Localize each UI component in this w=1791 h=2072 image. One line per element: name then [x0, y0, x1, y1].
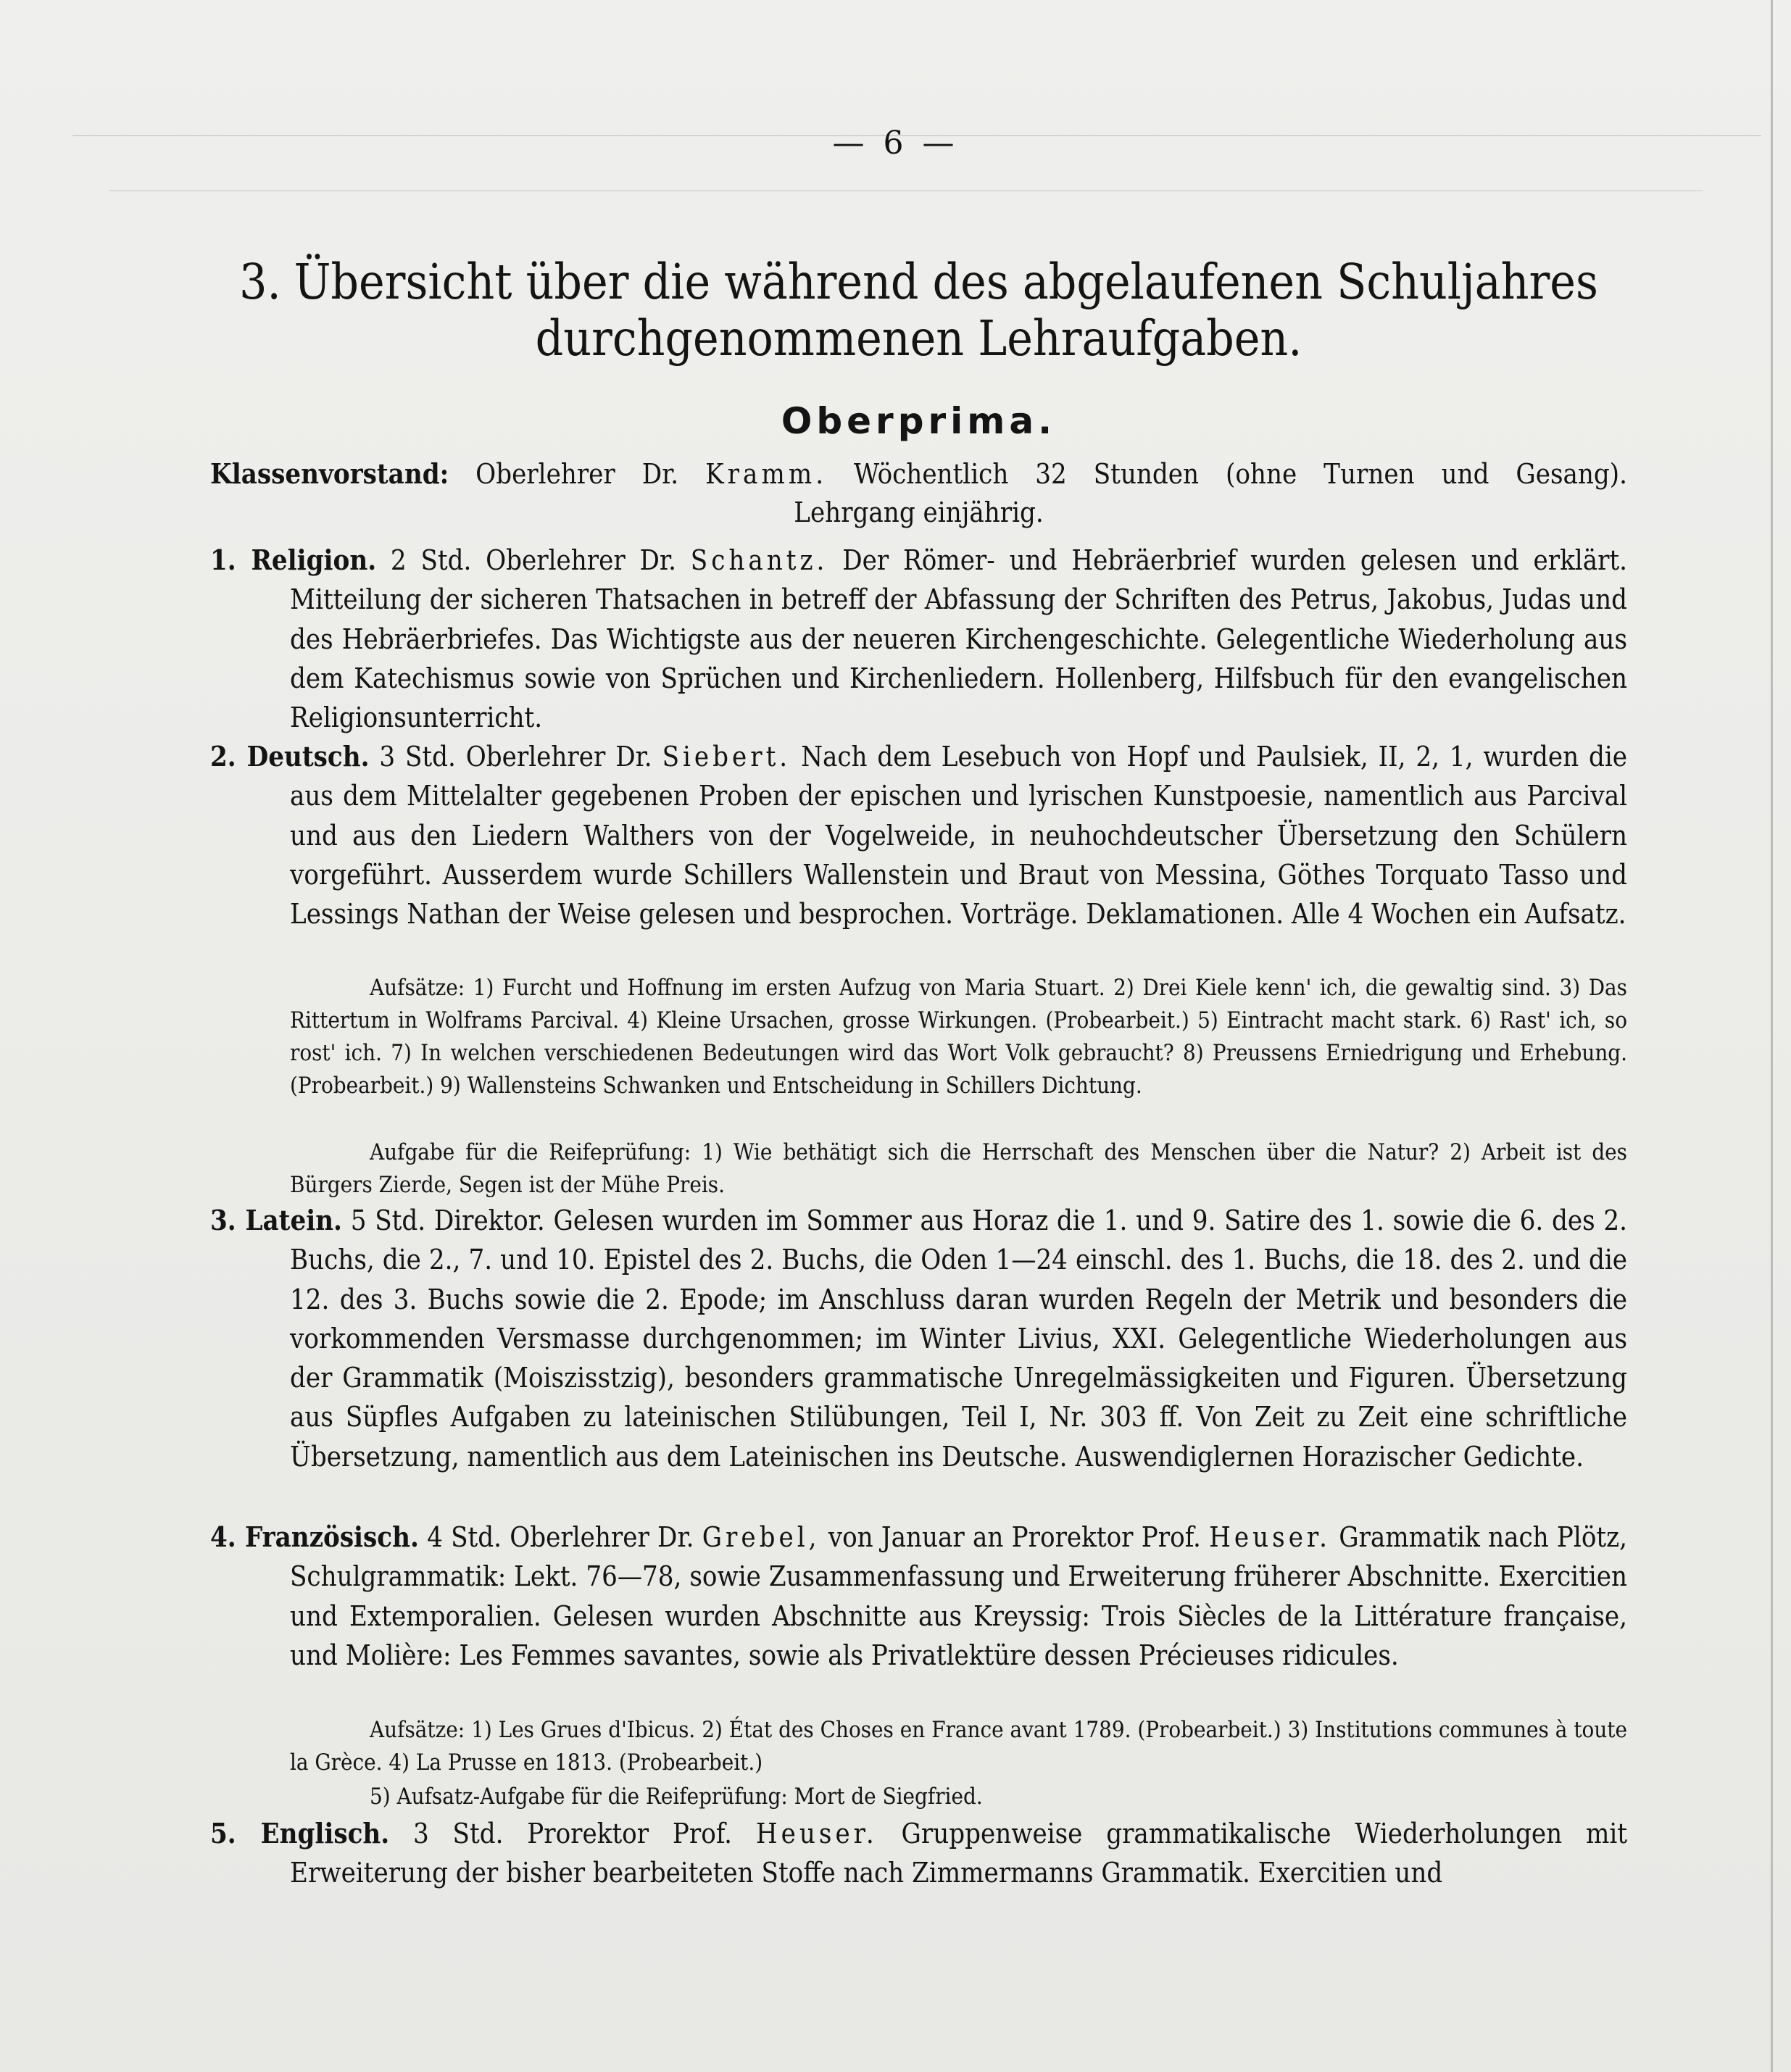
subject-teacher-2: Heuser.: [1209, 1521, 1331, 1553]
subject-lead: 3 Std. Prorektor Prof.: [412, 1818, 733, 1850]
subject-deutsch: [210, 737, 1627, 933]
section-title-line1: Übersicht über die während des abgelaufenen Schuljahres: [294, 254, 1598, 310]
subject-lead: 2 Std. Oberlehrer Dr.: [390, 544, 676, 576]
deutsch-essay-topics: Aufsätze: 1) Furcht und Hoffnung im ersten Aufzug von Maria Stuart. 2) Drei Kiele kenn' ich, die gewaltig sind. 3) Das Rittertum in Wolframs Parcival. 4) Kleine Ursachen, grosse Wirkungen. (Probearbeit.) 5) Eintracht macht stark. 6) Rast' ich, so rost' ich. 7) In welchen verschiedenen Bedeutungen wird das Wort Volk gebraucht? 8) Preussens Erniedrigung und Erhebung. (Probearbeit.) 9) Wallensteins Schwanken und Entscheidung in Schillers Dichtung.: [290, 975, 1627, 1099]
subject-text: Grammatik nach Plötz, Schulgrammatik: Lekt. 76—78, sowie Zusammenfassung und Erweiterung früherer Abschnitte. Exercitien und Extemporalien. Gelesen wurden Abschnitte aus Kreyssig: Trois Siècles de la Littérature française, und Molière: Les Femmes savantes, sowie als Privatlektüre dessen Précieuses ridicules.: [290, 1521, 1627, 1671]
subject-label: 1. Religion.: [210, 544, 377, 576]
class-teacher-line: [210, 454, 1627, 494]
subject-teacher: Grebel,: [702, 1521, 820, 1553]
subject-text: Der Römer- und Hebräerbrief wurden gelesen und erklärt. Mitteilung der sicheren Thatsachen in betreff der Abfassung der Schriften des Petrus, Jakobus, Judas und des Hebräerbriefes. Das Wichtigste aus der neueren Kirchengeschichte. Gelegentliche Wiederholung aus dem Katechismus sowie von Sprüchen und Kirchenliedern. Hollenberg, Hilfsbuch für den evangelischen Religionsunterricht.: [290, 544, 1628, 734]
section-title: [210, 254, 1627, 367]
subject-religion: [210, 541, 1627, 737]
class-teacher-title: Oberlehrer Dr.: [475, 458, 679, 490]
franz-essay-topics: Aufsätze: 1) Les Grues d'Ibicus. 2) État des Choses en France avant 1789. (Probearbeit.) 3) Institutions communes à toute la Grèce. 4) La Prusse en 1813. (Probearbeit.): [290, 1717, 1627, 1776]
deutsch-exam-topics: Aufgabe für die Reifeprüfung: 1) Wie bethätigt sich die Herrschaft des Menschen über die Natur? 2) Arbeit ist des Bürgers Zierde, Segen ist der Mühe Preis.: [290, 1139, 1627, 1198]
subject-teacher: Schantz.: [690, 544, 828, 576]
page-edge: [1771, 0, 1773, 2072]
subject-lead: 5 Std.: [350, 1204, 426, 1236]
section-title-line2: durchgenommenen Lehraufgaben.: [535, 310, 1302, 367]
course-duration: Lehrgang einjährig.: [794, 496, 1044, 528]
subject-lead-continued: von Januar an Prorektor Prof.: [828, 1521, 1201, 1553]
class-teacher-label: Klassenvorstand:: [210, 457, 449, 490]
subject-text: Direktor. Gelesen wurden im Sommer aus Horaz die 1. und 9. Satire des 1. sowie die 6. des 2. Buchs, die 2., 7. und 10. Epistel des 2. Buchs, die Oden 1—24 einschl. des 1. Buchs, die 18. des 2. und die 12. des 3. Buchs sowie die 2. Epode; im Anschluss daran wurden Regeln der Metrik und besonders die vorkommenden Versmasse durchgenommen; im Winter Livius, XXI. Gelegentliche Wiederholungen aus der Grammatik (Moiszisstzig), besonders grammatische Unregelmässigkeiten und Figuren. Übersetzung aus Süpfles Aufgaben zu lateinischen Stilübungen, Teil I, Nr. 303 ff. Von Zeit zu Zeit eine schriftliche Übersetzung, namentlich aus dem Lateinischen ins Deutsche. Auswendiglernen Horazischer Gedichte.: [290, 1204, 1627, 1473]
class-teacher-name: Kramm.: [705, 458, 828, 490]
subject-label: 2. Deutsch.: [210, 740, 370, 773]
subject-label: 5. Englisch.: [210, 1817, 390, 1850]
franz-exam-topic: 5) Aufsatz-Aufgabe für die Reifeprüfung: Mort de Siegfried.: [370, 1784, 983, 1810]
page-number: — 6 —: [832, 125, 959, 162]
subject-label: 3. Latein.: [210, 1204, 342, 1236]
class-heading: Oberprima.: [781, 400, 1057, 442]
subject-lead: 4 Std. Oberlehrer Dr.: [427, 1521, 694, 1553]
show-through-rule: [109, 190, 1703, 191]
subject-franzoesisch: [210, 1518, 1627, 1675]
subject-lead: 3 Std. Oberlehrer Dr.: [379, 741, 652, 773]
subject-text: Nach dem Lesebuch von Hopf und Paulsiek, II, 2, 1, wurden die aus dem Mittelalter gegebenen Proben der epischen und lyrischen Kunstpoesie, namentlich aus Parcival und aus den Liedern Walthers von der Vogelweide, in neuhochdeutscher Übersetzung den Schülern vorgeführt. Ausserdem wurde Schillers Wallenstein und Braut von Messina, Göthes Torquato Tasso und Lessings Nathan der Weise gelesen und besprochen. Vorträge. Deklamationen. Alle 4 Wochen ein Aufsatz.: [290, 741, 1628, 931]
subject-latein: [210, 1201, 1627, 1476]
subject-text: Gruppenweise grammatikalische Wiederholungen mit Erweiterung der bisher bearbeiteten Stoffe nach Zimmermanns Grammatik. Exercitien und: [290, 1818, 1628, 1889]
section-number: 3.: [239, 254, 281, 310]
subject-teacher: Siebert.: [662, 741, 791, 773]
subject-teacher: Heuser.: [755, 1818, 878, 1850]
weekly-hours: Wöchentlich 32 Stunden (ohne Turnen und Gesang).: [854, 458, 1627, 490]
subject-englisch: [210, 1814, 1627, 1893]
subject-label: 4. Französisch.: [210, 1520, 419, 1553]
